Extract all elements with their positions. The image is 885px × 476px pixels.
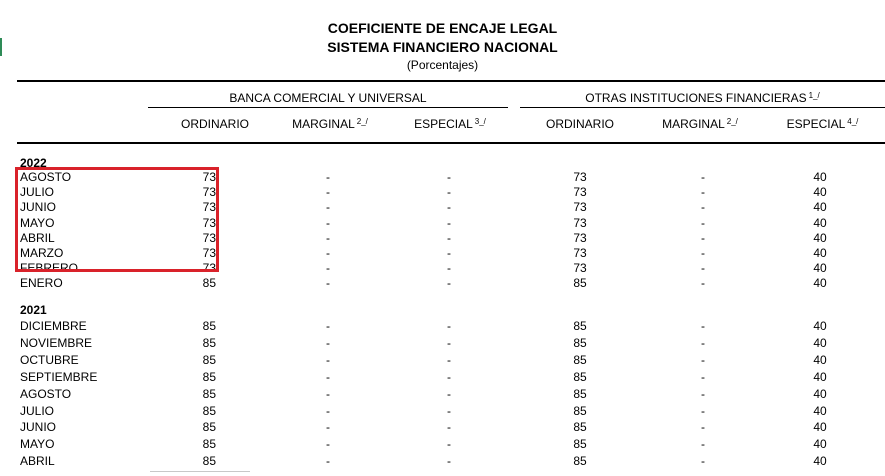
cell-value: -: [326, 420, 330, 435]
cell-value: -: [701, 454, 705, 469]
cell-value: -: [447, 454, 451, 469]
col-header-ordinario: [150, 117, 280, 131]
table-row: [0, 404, 885, 419]
cell-value: 40: [813, 261, 827, 276]
table-row: [0, 454, 885, 469]
cell-value: 73: [573, 170, 587, 184]
month-label: DICIEMBRE: [20, 319, 87, 333]
cell-value: -: [326, 246, 330, 260]
cell-value: -: [326, 454, 330, 469]
footnote-ref: 2_/: [356, 117, 368, 126]
cell-value: 85: [202, 335, 216, 350]
cell-value: 73: [573, 215, 587, 230]
cell-value: 73: [202, 246, 216, 260]
page-subtitle-system: SISTEMA FINANCIERO NACIONAL: [327, 39, 558, 55]
month-label: MAYO: [20, 437, 55, 452]
cell-value: -: [701, 246, 705, 260]
cell-value: 73: [573, 230, 587, 245]
horizontal-scrollbar[interactable]: [150, 471, 250, 476]
col-header-label: ESPECIAL: [786, 117, 846, 131]
cell-value: 40: [813, 230, 827, 245]
cell-value: -: [701, 386, 705, 401]
cell-value: 40: [813, 246, 827, 260]
cell-value: 85: [573, 386, 587, 401]
table-row: [0, 420, 885, 435]
group-rule-banca: [148, 107, 508, 108]
month-label: JUNIO: [20, 200, 56, 215]
cell-value: -: [326, 230, 330, 245]
col-header-marginal-otras: [640, 117, 760, 131]
cell-value: -: [701, 276, 705, 291]
cell-value: -: [447, 386, 451, 401]
table-row: [0, 336, 885, 351]
cell-value: 73: [202, 230, 216, 245]
cell-value: 73: [202, 170, 216, 184]
cell-value: -: [447, 437, 451, 452]
month-label: AGOSTO: [20, 386, 72, 401]
cell-value: -: [326, 215, 330, 230]
month-label: MARZO: [20, 246, 64, 260]
cell-value: 40: [813, 185, 827, 200]
cell-value: 85: [202, 437, 216, 452]
month-label: JULIO: [20, 403, 55, 418]
cell-value: -: [701, 319, 705, 333]
cell-value: -: [326, 200, 330, 215]
col-header-ordinario-otras: [520, 117, 640, 131]
cell-value: 85: [202, 276, 216, 291]
year-label-2022: 2022: [20, 156, 47, 170]
cell-value: 40: [813, 369, 827, 384]
cell-value: 73: [573, 185, 587, 200]
table-row: [0, 387, 885, 402]
month-label: NOVIEMBRE: [20, 335, 93, 350]
cell-value: 40: [813, 200, 827, 215]
cell-value: 73: [202, 185, 216, 200]
table-row: [0, 353, 885, 368]
cell-value: 40: [813, 170, 827, 184]
month-label: JUNIO: [20, 420, 56, 435]
units-label: (Porcentajes): [406, 58, 479, 72]
cell-value: -: [447, 403, 451, 418]
cell-value: 73: [573, 246, 587, 260]
cell-value: -: [326, 319, 330, 333]
cell-value: -: [447, 261, 451, 276]
cell-value: -: [701, 335, 705, 350]
cell-value: 85: [573, 454, 587, 469]
cell-value: -: [701, 352, 705, 367]
group-rule-otras: [520, 107, 885, 108]
cell-value: 85: [573, 403, 587, 418]
cell-value: 85: [573, 437, 587, 452]
cell-value: 85: [573, 319, 587, 333]
cell-value: -: [447, 230, 451, 245]
cell-value: -: [447, 276, 451, 291]
cell-value: -: [701, 261, 705, 276]
col-header-label: MARGINAL: [662, 117, 725, 131]
cell-value: 85: [202, 319, 216, 333]
cell-value: 85: [202, 454, 216, 469]
cell-value: 73: [573, 261, 587, 276]
cell-value: -: [326, 352, 330, 367]
cell-value: -: [447, 200, 451, 215]
cell-value: -: [447, 352, 451, 367]
table-row: [0, 319, 885, 334]
cell-value: 40: [813, 454, 827, 469]
cell-value: -: [447, 185, 451, 200]
month-label: ABRIL: [20, 230, 55, 245]
cell-value: 40: [813, 335, 827, 350]
cell-value: -: [326, 261, 330, 276]
group-header-otras-label: OTRAS INSTITUCIONES FINANCIERAS: [585, 91, 807, 105]
cell-value: -: [326, 369, 330, 384]
cell-value: 85: [573, 276, 587, 291]
cell-value: 40: [813, 386, 827, 401]
month-label: ENERO: [20, 276, 63, 291]
col-header-label: ESPECIAL: [414, 117, 473, 131]
cell-value: -: [701, 420, 705, 435]
cell-value: -: [326, 386, 330, 401]
cell-value: 40: [813, 215, 827, 230]
cell-value: 85: [202, 403, 216, 418]
cell-value: -: [447, 246, 451, 260]
cell-value: -: [447, 215, 451, 230]
cell-value: 40: [813, 276, 827, 291]
footnote-ref: 4_/: [847, 117, 859, 126]
header-rule: [17, 142, 885, 144]
footnote-ref: 3_/: [474, 117, 486, 126]
month-label: MAYO: [20, 215, 55, 230]
month-label: JULIO: [20, 185, 55, 200]
cell-value: 85: [573, 335, 587, 350]
col-header-label: ORDINARIO: [180, 117, 249, 131]
col-header-label: ORDINARIO: [545, 117, 614, 131]
cell-value: -: [701, 230, 705, 245]
cell-value: 73: [202, 261, 216, 276]
col-header-especial-otras: [760, 117, 885, 131]
month-label: ABRIL: [20, 454, 55, 469]
table-row: [0, 276, 885, 291]
cell-value: 85: [573, 369, 587, 384]
cell-value: -: [447, 170, 451, 184]
cell-value: -: [447, 420, 451, 435]
cell-value: 85: [202, 386, 216, 401]
cell-value: 40: [813, 319, 827, 333]
col-header-especial: [390, 117, 510, 131]
cell-value: 85: [202, 369, 216, 384]
cell-value: 73: [202, 200, 216, 215]
cell-value: -: [701, 185, 705, 200]
cell-value: -: [701, 170, 705, 184]
col-header-marginal: [270, 117, 390, 131]
cell-value: 40: [813, 352, 827, 367]
month-label: FEBRERO: [20, 261, 79, 276]
cell-value: -: [701, 437, 705, 452]
cell-value: -: [701, 200, 705, 215]
cell-value: 73: [202, 215, 216, 230]
cell-value: -: [326, 403, 330, 418]
cell-value: 85: [202, 420, 216, 435]
cell-value: 40: [813, 403, 827, 418]
table-row: [0, 370, 885, 385]
month-label: SEPTIEMBRE: [20, 369, 98, 384]
footnote-ref: 2_/: [726, 117, 738, 126]
table-row: [0, 437, 885, 452]
month-label: OCTUBRE: [20, 352, 79, 367]
cell-value: 85: [573, 352, 587, 367]
group-header-banca: BANCA COMERCIAL Y UNIVERSAL: [229, 91, 427, 105]
cell-value: 85: [202, 352, 216, 367]
cell-value: 73: [573, 200, 587, 215]
group-header-otras: [520, 91, 885, 105]
page-title: COEFICIENTE DE ENCAJE LEGAL: [327, 20, 558, 36]
cell-value: -: [701, 215, 705, 230]
highlight-box: [15, 167, 219, 272]
cell-value: -: [326, 185, 330, 200]
year-label-2021: 2021: [20, 303, 47, 317]
cell-value: 40: [813, 437, 827, 452]
cell-value: -: [326, 276, 330, 291]
cell-value: -: [447, 319, 451, 333]
month-label: AGOSTO: [20, 170, 72, 184]
cell-value: -: [326, 170, 330, 184]
cell-value: -: [701, 369, 705, 384]
col-header-label: MARGINAL: [292, 117, 355, 131]
cell-value: -: [701, 403, 705, 418]
cell-value: 85: [573, 420, 587, 435]
top-rule: [17, 80, 885, 82]
cell-value: -: [447, 335, 451, 350]
cell-value: 40: [813, 420, 827, 435]
cell-value: -: [326, 437, 330, 452]
cell-value: -: [326, 335, 330, 350]
footnote-ref: 1_/: [808, 91, 820, 100]
cell-value: -: [447, 369, 451, 384]
